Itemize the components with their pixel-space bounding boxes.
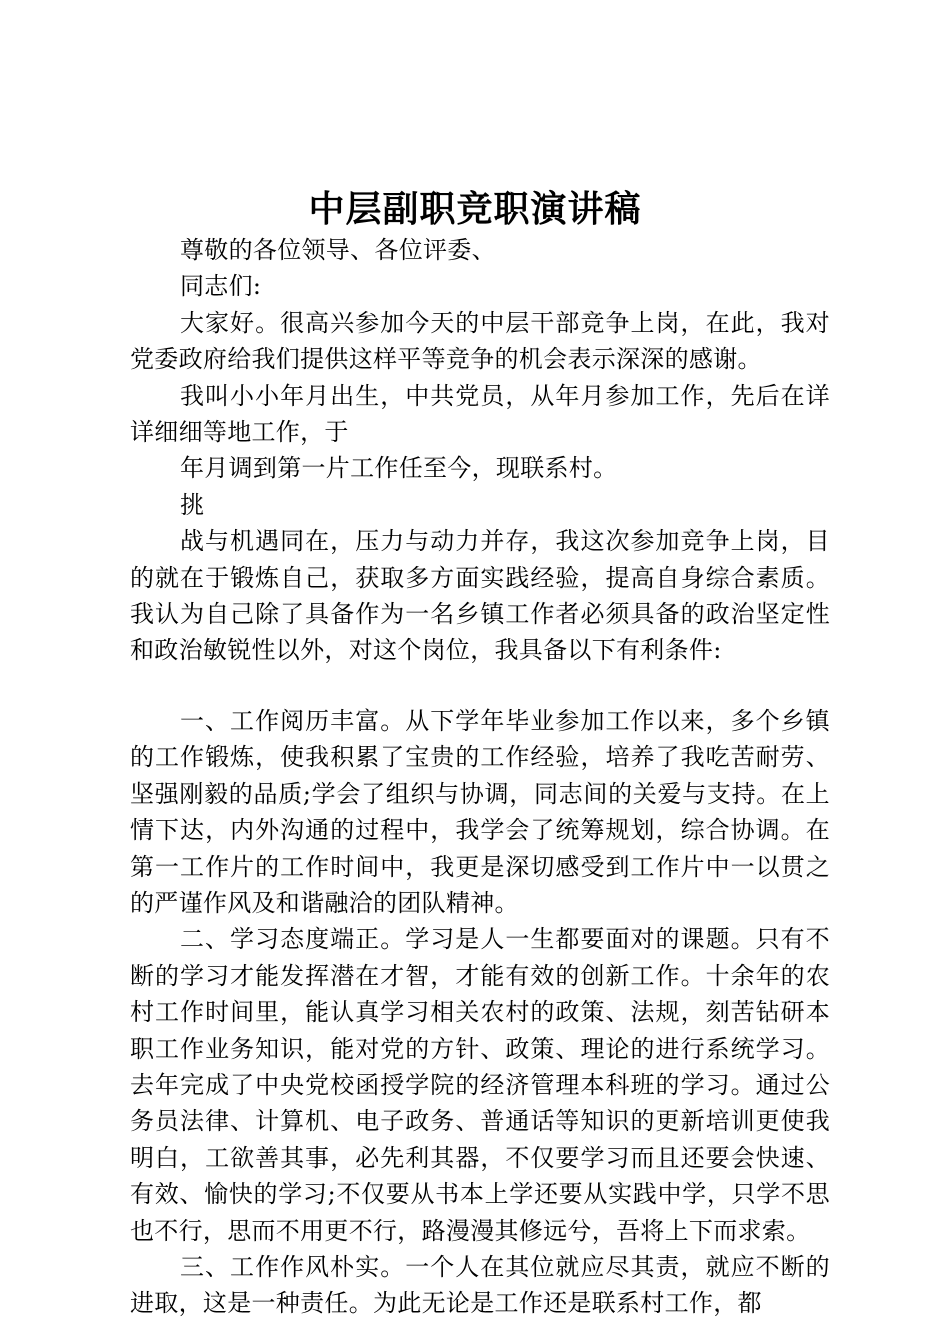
paragraph-point-2: 二、学习态度端正。学习是人一生都要面对的课题。只有不断的学习才能发挥潜在才智，才能有效的创新工作。十余年的农村工作时间里，能认真学习相关农村的政策、法规，刻苦钻研本职工作业务知识，能对党的方针、政策、理论的进行系统学习。去年完成了中央党校函授学院的经济管理本科班的学习。通过公务员法律、计算机、电子政务、普通话等知识的更新培训更使我明白，工欲善其事，必先利其器，不仅要学习而且还要会快速、有效、愉快的学习;不仅要从书本上学还要从实践中学，只学不思也不行，思而不用更不行，路漫漫其修远兮，吾将上下而求索。 xyxy=(130,925,830,1245)
paragraph-greeting: 大家好。很高兴参加今天的中层干部竞争上岗，在此，我对党委政府给我们提供这样平等竞争的机会表示深深的感谢。 xyxy=(130,308,830,374)
salutation-line-2: 同志们: xyxy=(180,272,262,301)
paragraph-self-intro: 我叫小小年月出生，中共党员，从年月参加工作，先后在详详细细等地工作，于 xyxy=(130,381,830,447)
document-body xyxy=(130,232,830,1322)
paragraph-current-post: 年月调到第一片工作任至今，现联系村。 xyxy=(180,454,618,483)
paragraph-point-3: 三、工作作风朴实。一个人在其位就应尽其责，就应不断的进取，这是一种责任。为此无论是工作还是联系村工作，都 xyxy=(130,1252,830,1318)
paragraph-motivation: 战与机遇同在，压力与动力并存，我这次参加竞争上岗，目的就在于锻炼自己，获取多方面实践经验，提高自身综合素质。我认为自己除了具备作为一名乡镇工作者必须具备的政治坚定性和政治敏锐性以外，对这个岗位，我具备以下有利条件: xyxy=(130,527,830,665)
document-title: 中层副职竞职演讲稿 xyxy=(308,188,642,230)
paragraph-point-1: 一、工作阅历丰富。从下学年毕业参加工作以来，多个乡镇的工作锻炼，使我积累了宝贵的工作经验，培养了我吃苦耐劳、坚强刚毅的品质;学会了组织与协调，同志间的关爱与支持。在上情下达，内外沟通的过程中，我学会了统筹规划，综合协调。在第一工作片的工作时间中，我更是深切感受到工作片中一以贯之的严谨作风及和谐融洽的团队精神。 xyxy=(130,706,830,917)
salutation-line-1: 尊敬的各位领导、各位评委、 xyxy=(180,236,496,264)
paragraph-fragment: 挑 xyxy=(180,490,205,519)
